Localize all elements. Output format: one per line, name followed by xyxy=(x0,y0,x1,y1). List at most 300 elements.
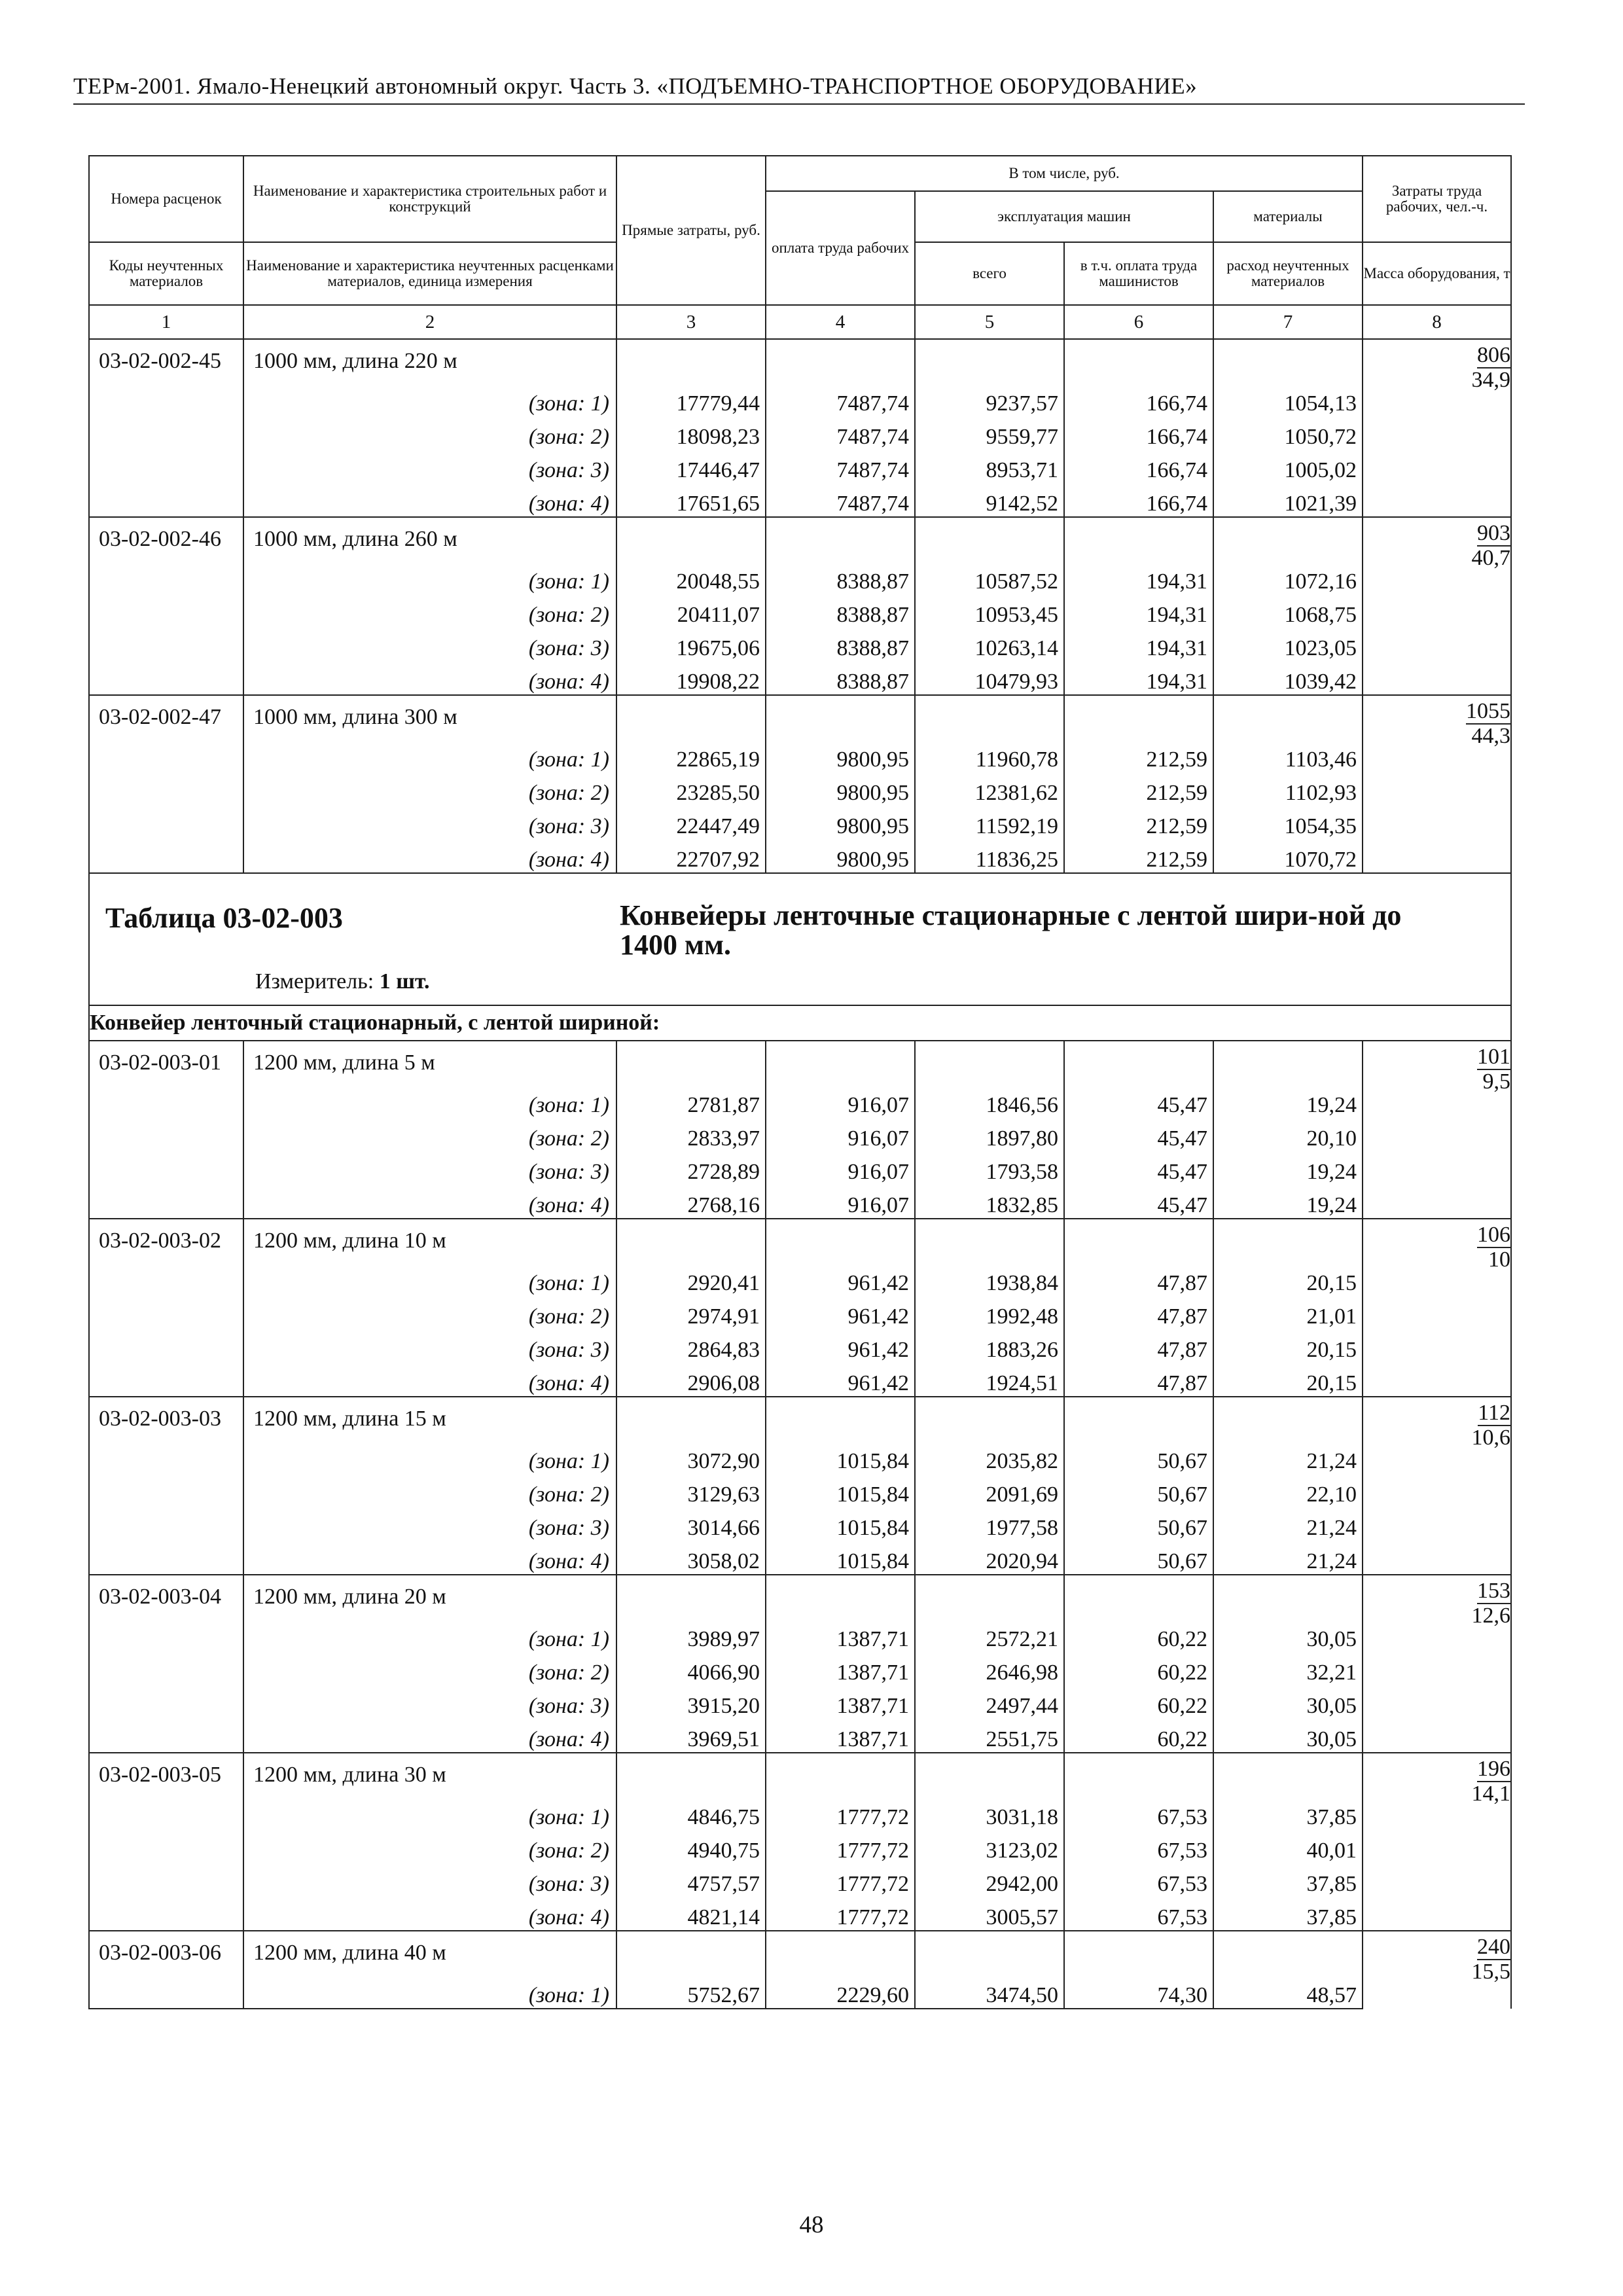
labor-pay: 1015,84 xyxy=(766,1507,915,1541)
materials: 1054,35 xyxy=(1213,806,1363,839)
page-header: ТЕРм-2001. Ямало-Ненецкий автономный округ. Часть 3. «ПОДЪЕМНО-ТРАНСПОРТНОЕ ОБОРУДОВАНИЕ» xyxy=(73,73,1525,105)
direct-cost: 19908,22 xyxy=(616,661,766,695)
zone-row xyxy=(89,806,1511,839)
zone-row xyxy=(89,739,1511,772)
zone-label: (зона: 1) xyxy=(243,1441,616,1474)
zone-row xyxy=(89,1296,1511,1329)
materials: 19,24 xyxy=(1213,1085,1363,1118)
materials: 1039,42 xyxy=(1213,661,1363,695)
machines-labor: 47,87 xyxy=(1064,1329,1213,1363)
colnum: 7 xyxy=(1213,305,1363,339)
machines-labor: 60,22 xyxy=(1064,1685,1213,1719)
zone-label: (зона: 4) xyxy=(243,1719,616,1753)
colnum: 1 xyxy=(89,305,243,339)
labor-hours: 106 xyxy=(1477,1223,1511,1247)
machines-total: 10953,45 xyxy=(915,594,1064,628)
materials: 21,01 xyxy=(1213,1296,1363,1329)
rate-code: 03-02-003-02 xyxy=(89,1219,243,1263)
labor-pay: 916,07 xyxy=(766,1118,915,1151)
machines-total: 1977,58 xyxy=(915,1507,1064,1541)
equipment-mass: 44,3 xyxy=(1471,723,1511,748)
labor-hours: 240 xyxy=(1477,1935,1511,1959)
zone-label: (зона: 3) xyxy=(243,1329,616,1363)
machines-total: 2020,94 xyxy=(915,1541,1064,1575)
rate-row xyxy=(89,339,1511,383)
equipment-mass: 9,5 xyxy=(1482,1069,1511,1094)
zone-row xyxy=(89,416,1511,450)
zone-row xyxy=(89,1975,1511,2009)
zone-label: (зона: 4) xyxy=(243,483,616,517)
zone-row xyxy=(89,1118,1511,1151)
zone-label: (зона: 3) xyxy=(243,450,616,483)
zone-row xyxy=(89,1441,1511,1474)
equipment-mass: 34,9 xyxy=(1471,367,1511,392)
materials: 21,24 xyxy=(1213,1541,1363,1575)
zone-row xyxy=(89,1541,1511,1575)
rate-row xyxy=(89,1219,1511,1263)
materials: 20,15 xyxy=(1213,1263,1363,1296)
zone-row xyxy=(89,1652,1511,1685)
zone-row xyxy=(89,1329,1511,1363)
col-materials: материалы xyxy=(1213,191,1363,242)
col-name-bottom: Наименование и характеристика неучтенных расценками материалов, единица измерения xyxy=(243,242,616,305)
machines-labor: 194,31 xyxy=(1064,661,1213,695)
machines-labor: 194,31 xyxy=(1064,594,1213,628)
machines-total: 3474,50 xyxy=(915,1975,1064,2009)
machines-total: 3123,02 xyxy=(915,1830,1064,1863)
zone-label: (зона: 1) xyxy=(243,739,616,772)
machines-total: 10587,52 xyxy=(915,561,1064,594)
equipment-mass: 10 xyxy=(1488,1247,1511,1272)
labor-pay: 2229,60 xyxy=(766,1975,915,2009)
zone-row xyxy=(89,561,1511,594)
labor-pay: 1015,84 xyxy=(766,1441,915,1474)
machines-total: 2035,82 xyxy=(915,1441,1064,1474)
materials: 30,05 xyxy=(1213,1719,1363,1753)
machines-labor: 212,59 xyxy=(1064,839,1213,873)
group-heading: Конвейер ленточный стационарный, с лентой шириной: xyxy=(89,1005,1511,1041)
col-materials-sub: расход неучтенных материалов xyxy=(1213,242,1363,305)
materials: 21,24 xyxy=(1213,1507,1363,1541)
zone-label: (зона: 1) xyxy=(243,383,616,416)
materials: 30,05 xyxy=(1213,1685,1363,1719)
labor-hours: 806 xyxy=(1477,343,1511,367)
materials: 20,10 xyxy=(1213,1118,1363,1151)
direct-cost: 3072,90 xyxy=(616,1441,766,1474)
zone-label: (зона: 2) xyxy=(243,416,616,450)
direct-cost: 22707,92 xyxy=(616,839,766,873)
machines-labor: 212,59 xyxy=(1064,739,1213,772)
machines-total: 1793,58 xyxy=(915,1151,1064,1185)
direct-cost: 2974,91 xyxy=(616,1296,766,1329)
materials: 1005,02 xyxy=(1213,450,1363,483)
machines-labor: 212,59 xyxy=(1064,806,1213,839)
zone-label: (зона: 3) xyxy=(243,1151,616,1185)
measure-label: Измеритель: xyxy=(255,969,374,994)
machines-total: 2646,98 xyxy=(915,1652,1064,1685)
labor-pay: 7487,74 xyxy=(766,450,915,483)
labor-pay: 961,42 xyxy=(766,1263,915,1296)
labor-pay: 9800,95 xyxy=(766,739,915,772)
zone-label: (зона: 2) xyxy=(243,1652,616,1685)
rate-name: 1000 мм, длина 260 м xyxy=(243,517,616,561)
zone-row xyxy=(89,483,1511,517)
rate-name: 1200 мм, длина 30 м xyxy=(243,1753,616,1797)
zone-label: (зона: 4) xyxy=(243,839,616,873)
machines-labor: 60,22 xyxy=(1064,1652,1213,1685)
labor-pay: 1777,72 xyxy=(766,1863,915,1897)
direct-cost: 20048,55 xyxy=(616,561,766,594)
colnum: 2 xyxy=(243,305,616,339)
labor-pay: 1777,72 xyxy=(766,1830,915,1863)
labor-pay: 1387,71 xyxy=(766,1685,915,1719)
labor-pay: 1387,71 xyxy=(766,1652,915,1685)
zone-label: (зона: 3) xyxy=(243,1863,616,1897)
labor-pay: 8388,87 xyxy=(766,561,915,594)
col-machines-total: всего xyxy=(915,242,1064,305)
labor-hours: 112 xyxy=(1478,1401,1511,1425)
labor-pay: 1387,71 xyxy=(766,1719,915,1753)
col-code-top: Номера расценок xyxy=(89,156,243,242)
zone-row xyxy=(89,594,1511,628)
rate-name: 1200 мм, длина 40 м xyxy=(243,1931,616,1975)
colnum: 3 xyxy=(616,305,766,339)
zone-label: (зона: 1) xyxy=(243,1975,616,2009)
labor-pay: 1387,71 xyxy=(766,1619,915,1652)
materials: 1054,13 xyxy=(1213,383,1363,416)
machines-labor: 45,47 xyxy=(1064,1151,1213,1185)
machines-total: 12381,62 xyxy=(915,772,1064,806)
rate-code: 03-02-003-03 xyxy=(89,1397,243,1441)
zone-label: (зона: 4) xyxy=(243,1897,616,1931)
machines-total: 1924,51 xyxy=(915,1363,1064,1397)
rate-name: 1200 мм, длина 15 м xyxy=(243,1397,616,1441)
col-mass: Масса оборудования, т xyxy=(1363,242,1511,305)
zone-label: (зона: 2) xyxy=(243,1830,616,1863)
labor-pay: 961,42 xyxy=(766,1296,915,1329)
rate-row xyxy=(89,1041,1511,1085)
zone-label: (зона: 3) xyxy=(243,806,616,839)
rate-code: 03-02-003-04 xyxy=(89,1575,243,1619)
rate-code: 03-02-002-46 xyxy=(89,517,243,561)
zone-row xyxy=(89,1474,1511,1507)
direct-cost: 4066,90 xyxy=(616,1652,766,1685)
materials: 21,24 xyxy=(1213,1441,1363,1474)
zone-row xyxy=(89,628,1511,661)
zone-label: (зона: 4) xyxy=(243,661,616,695)
rate-name: 1000 мм, длина 300 м xyxy=(243,695,616,739)
machines-labor: 166,74 xyxy=(1064,483,1213,517)
direct-cost: 17446,47 xyxy=(616,450,766,483)
machines-labor: 60,22 xyxy=(1064,1719,1213,1753)
materials: 1023,05 xyxy=(1213,628,1363,661)
direct-cost: 19675,06 xyxy=(616,628,766,661)
rate-name: 1000 мм, длина 220 м xyxy=(243,339,616,383)
rate-row xyxy=(89,517,1511,561)
labor-hours: 903 xyxy=(1477,521,1511,545)
zone-row xyxy=(89,772,1511,806)
machines-total: 3031,18 xyxy=(915,1797,1064,1830)
machines-labor: 47,87 xyxy=(1064,1263,1213,1296)
zone-label: (зона: 4) xyxy=(243,1541,616,1575)
rate-row xyxy=(89,695,1511,739)
zone-label: (зона: 2) xyxy=(243,772,616,806)
materials: 22,10 xyxy=(1213,1474,1363,1507)
machines-total: 1883,26 xyxy=(915,1329,1064,1363)
rate-row xyxy=(89,1575,1511,1619)
materials: 20,15 xyxy=(1213,1329,1363,1363)
direct-cost: 22447,49 xyxy=(616,806,766,839)
zone-row xyxy=(89,1507,1511,1541)
direct-cost: 3014,66 xyxy=(616,1507,766,1541)
zone-label: (зона: 1) xyxy=(243,1085,616,1118)
col-code-bottom: Коды неучтенных материалов xyxy=(89,242,243,305)
labor-pay: 1777,72 xyxy=(766,1797,915,1830)
col-name-top: Наименование и характеристика строительных работ и конструкций xyxy=(243,156,616,242)
rate-code: 03-02-003-05 xyxy=(89,1753,243,1797)
labor-pay: 9800,95 xyxy=(766,839,915,873)
materials: 19,24 xyxy=(1213,1185,1363,1219)
materials: 37,85 xyxy=(1213,1863,1363,1897)
labor-pay: 916,07 xyxy=(766,1185,915,1219)
labor-pay: 8388,87 xyxy=(766,594,915,628)
zone-row xyxy=(89,1897,1511,1931)
machines-labor: 50,67 xyxy=(1064,1441,1213,1474)
machines-labor: 74,30 xyxy=(1064,1975,1213,2009)
measure-value: 1 шт. xyxy=(379,969,430,994)
machines-total: 11592,19 xyxy=(915,806,1064,839)
zone-label: (зона: 2) xyxy=(243,1118,616,1151)
machines-total: 1938,84 xyxy=(915,1263,1064,1296)
rate-code: 03-02-002-47 xyxy=(89,695,243,739)
labor-pay: 8388,87 xyxy=(766,628,915,661)
colnum: 8 xyxy=(1363,305,1511,339)
direct-cost: 22865,19 xyxy=(616,739,766,772)
table-id: Таблица 03-02-003 xyxy=(105,902,343,934)
col-direct: Прямые затраты, руб. xyxy=(616,156,766,305)
measure xyxy=(255,969,430,994)
rate-name: 1200 мм, длина 5 м xyxy=(243,1041,616,1085)
machines-total: 2942,00 xyxy=(915,1863,1064,1897)
zone-row xyxy=(89,383,1511,416)
machines-total: 1846,56 xyxy=(915,1085,1064,1118)
machines-total: 9142,52 xyxy=(915,483,1064,517)
direct-cost: 2920,41 xyxy=(616,1263,766,1296)
direct-cost: 2728,89 xyxy=(616,1151,766,1185)
machines-labor: 194,31 xyxy=(1064,628,1213,661)
col-machines-labor: в т.ч. оплата труда машинистов xyxy=(1064,242,1213,305)
labor-pay: 916,07 xyxy=(766,1151,915,1185)
materials: 1050,72 xyxy=(1213,416,1363,450)
direct-cost: 2864,83 xyxy=(616,1329,766,1363)
materials: 1072,16 xyxy=(1213,561,1363,594)
zone-row xyxy=(89,839,1511,873)
rate-name: 1200 мм, длина 10 м xyxy=(243,1219,616,1263)
zone-label: (зона: 3) xyxy=(243,628,616,661)
machines-total: 2572,21 xyxy=(915,1619,1064,1652)
col-machines: эксплуатация машин xyxy=(915,191,1213,242)
labor-hours: 196 xyxy=(1477,1757,1511,1781)
machines-total: 11960,78 xyxy=(915,739,1064,772)
machines-labor: 50,67 xyxy=(1064,1541,1213,1575)
equipment-mass: 15,5 xyxy=(1471,1959,1511,1984)
zone-row xyxy=(89,1263,1511,1296)
machines-total: 8953,71 xyxy=(915,450,1064,483)
direct-cost: 17779,44 xyxy=(616,383,766,416)
labor-pay: 1015,84 xyxy=(766,1474,915,1507)
machines-labor: 166,74 xyxy=(1064,416,1213,450)
machines-labor: 45,47 xyxy=(1064,1118,1213,1151)
rate-name: 1200 мм, длина 20 м xyxy=(243,1575,616,1619)
machines-total: 1897,80 xyxy=(915,1118,1064,1151)
machines-total: 9237,57 xyxy=(915,383,1064,416)
direct-cost: 18098,23 xyxy=(616,416,766,450)
machines-labor: 45,47 xyxy=(1064,1085,1213,1118)
materials: 1070,72 xyxy=(1213,839,1363,873)
labor-pay: 9800,95 xyxy=(766,806,915,839)
materials: 1068,75 xyxy=(1213,594,1363,628)
labor-hours: 153 xyxy=(1477,1579,1511,1603)
zone-label: (зона: 2) xyxy=(243,594,616,628)
equipment-mass: 40,7 xyxy=(1471,545,1511,570)
zone-row xyxy=(89,1797,1511,1830)
machines-total: 10479,93 xyxy=(915,661,1064,695)
equipment-mass: 14,1 xyxy=(1471,1781,1511,1806)
col-incl: В том числе, руб. xyxy=(766,156,1363,191)
machines-labor: 60,22 xyxy=(1064,1619,1213,1652)
zone-label: (зона: 1) xyxy=(243,1619,616,1652)
machines-labor: 47,87 xyxy=(1064,1363,1213,1397)
rate-row xyxy=(89,1931,1511,1975)
zone-row xyxy=(89,1085,1511,1118)
labor-hours: 101 xyxy=(1477,1045,1511,1069)
zone-row xyxy=(89,661,1511,695)
materials: 1102,93 xyxy=(1213,772,1363,806)
machines-total: 2091,69 xyxy=(915,1474,1064,1507)
machines-labor: 166,74 xyxy=(1064,383,1213,416)
colnum: 6 xyxy=(1064,305,1213,339)
labor-pay: 1015,84 xyxy=(766,1541,915,1575)
materials: 30,05 xyxy=(1213,1619,1363,1652)
zone-label: (зона: 2) xyxy=(243,1474,616,1507)
zone-row xyxy=(89,1363,1511,1397)
direct-cost: 17651,65 xyxy=(616,483,766,517)
machines-labor: 50,67 xyxy=(1064,1474,1213,1507)
direct-cost: 2781,87 xyxy=(616,1085,766,1118)
zone-label: (зона: 3) xyxy=(243,1507,616,1541)
zone-row xyxy=(89,1719,1511,1753)
machines-total: 1992,48 xyxy=(915,1296,1064,1329)
direct-cost: 3915,20 xyxy=(616,1685,766,1719)
direct-cost: 2768,16 xyxy=(616,1185,766,1219)
materials: 37,85 xyxy=(1213,1797,1363,1830)
machines-total: 2551,75 xyxy=(915,1719,1064,1753)
table-title: Конвейеры ленточные стационарные с лентой шири-ной до 1400 мм. xyxy=(620,899,1402,961)
labor-pay: 9800,95 xyxy=(766,772,915,806)
labor-pay: 7487,74 xyxy=(766,483,915,517)
rate-row xyxy=(89,1397,1511,1441)
zone-row xyxy=(89,1863,1511,1897)
zone-row xyxy=(89,1619,1511,1652)
direct-cost: 3058,02 xyxy=(616,1541,766,1575)
zone-label: (зона: 4) xyxy=(243,1363,616,1397)
machines-total: 2497,44 xyxy=(915,1685,1064,1719)
machines-labor: 194,31 xyxy=(1064,561,1213,594)
labor-pay: 961,42 xyxy=(766,1329,915,1363)
zone-label: (зона: 3) xyxy=(243,1685,616,1719)
equipment-mass: 10,6 xyxy=(1471,1425,1511,1450)
materials: 19,24 xyxy=(1213,1151,1363,1185)
direct-cost: 3129,63 xyxy=(616,1474,766,1507)
labor-pay: 7487,74 xyxy=(766,416,915,450)
direct-cost: 3989,97 xyxy=(616,1619,766,1652)
zone-label: (зона: 1) xyxy=(243,1797,616,1830)
materials: 20,15 xyxy=(1213,1363,1363,1397)
col-labor-cost: Затраты труда рабочих, чел.-ч. xyxy=(1363,156,1511,242)
direct-cost: 20411,07 xyxy=(616,594,766,628)
machines-total: 9559,77 xyxy=(915,416,1064,450)
labor-pay: 1777,72 xyxy=(766,1897,915,1931)
zone-label: (зона: 2) xyxy=(243,1296,616,1329)
machines-labor: 166,74 xyxy=(1064,450,1213,483)
direct-cost: 5752,67 xyxy=(616,1975,766,2009)
table-heading xyxy=(90,874,1510,1005)
direct-cost: 4757,57 xyxy=(616,1863,766,1897)
materials: 48,57 xyxy=(1213,1975,1363,2009)
machines-labor: 67,53 xyxy=(1064,1797,1213,1830)
rate-code: 03-02-003-01 xyxy=(89,1041,243,1085)
labor-pay: 916,07 xyxy=(766,1085,915,1118)
rate-row xyxy=(89,1753,1511,1797)
machines-labor: 67,53 xyxy=(1064,1863,1213,1897)
machines-total: 1832,85 xyxy=(915,1185,1064,1219)
direct-cost: 4821,14 xyxy=(616,1897,766,1931)
direct-cost: 3969,51 xyxy=(616,1719,766,1753)
machines-labor: 212,59 xyxy=(1064,772,1213,806)
materials: 1021,39 xyxy=(1213,483,1363,517)
machines-labor: 67,53 xyxy=(1064,1897,1213,1931)
direct-cost: 2833,97 xyxy=(616,1118,766,1151)
direct-cost: 4940,75 xyxy=(616,1830,766,1863)
page-number: 48 xyxy=(799,2212,824,2238)
machines-labor: 45,47 xyxy=(1064,1185,1213,1219)
rate-code: 03-02-003-06 xyxy=(89,1931,243,1975)
labor-pay: 7487,74 xyxy=(766,383,915,416)
colnum: 5 xyxy=(915,305,1064,339)
col-labor: оплата труда рабочих xyxy=(766,191,915,305)
materials: 37,85 xyxy=(1213,1897,1363,1931)
machines-total: 11836,25 xyxy=(915,839,1064,873)
materials: 1103,46 xyxy=(1213,739,1363,772)
zone-row xyxy=(89,1185,1511,1219)
direct-cost: 4846,75 xyxy=(616,1797,766,1830)
equipment-mass: 12,6 xyxy=(1471,1603,1511,1628)
machines-total: 3005,57 xyxy=(915,1897,1064,1931)
direct-cost: 2906,08 xyxy=(616,1363,766,1397)
machines-labor: 47,87 xyxy=(1064,1296,1213,1329)
zone-row xyxy=(89,1151,1511,1185)
machines-labor: 50,67 xyxy=(1064,1507,1213,1541)
zone-row xyxy=(89,1830,1511,1863)
zone-row xyxy=(89,1685,1511,1719)
colnum: 4 xyxy=(766,305,915,339)
zone-label: (зона: 1) xyxy=(243,1263,616,1296)
zone-row xyxy=(89,450,1511,483)
machines-total: 10263,14 xyxy=(915,628,1064,661)
rates-table xyxy=(88,155,1512,2009)
materials: 40,01 xyxy=(1213,1830,1363,1863)
labor-pay: 8388,87 xyxy=(766,661,915,695)
